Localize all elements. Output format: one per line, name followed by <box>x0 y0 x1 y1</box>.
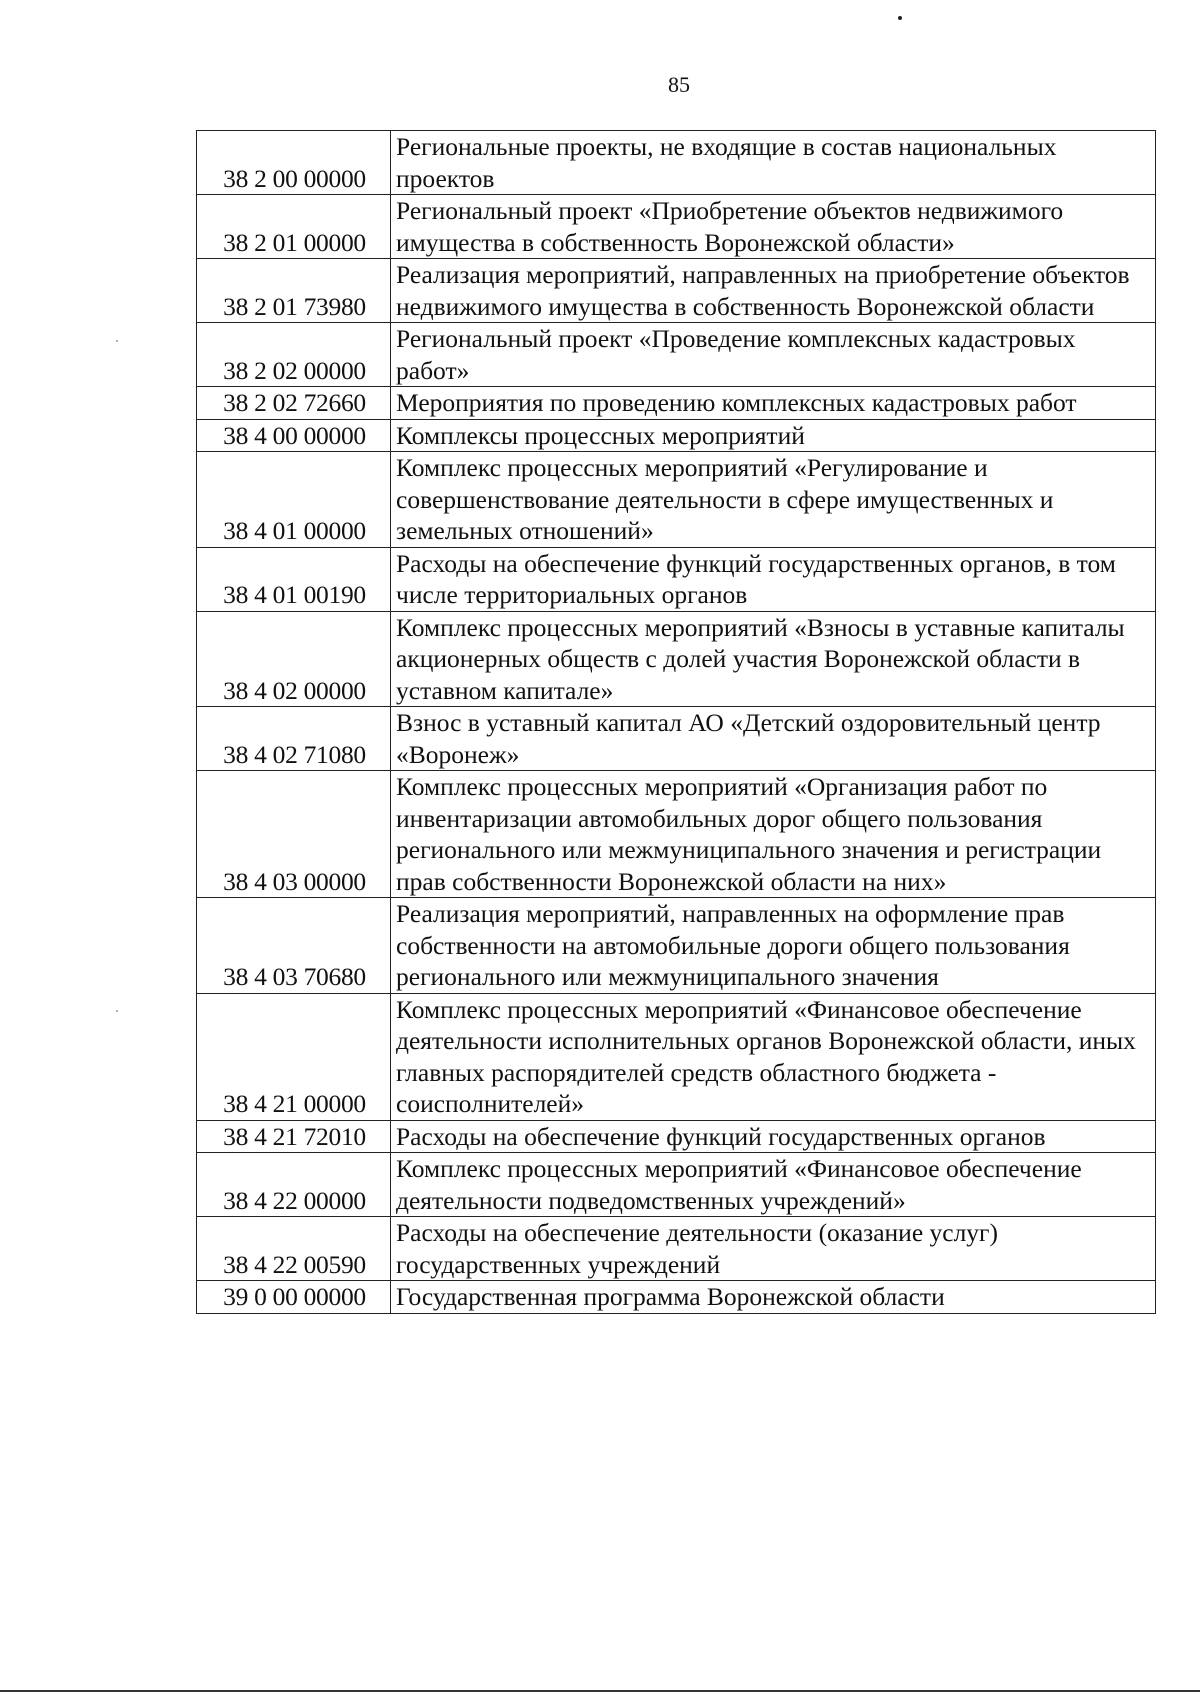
code-cell: 38 4 02 00000 <box>197 611 391 707</box>
code-cell: 38 4 02 71080 <box>197 707 391 771</box>
description-cell: Региональный проект «Приобретение объектов недвижимого имущества в собственность Воронежской области» <box>391 195 1156 259</box>
description-cell: Расходы на обеспечение функций государственных органов, в том числе территориальных органов <box>391 547 1156 611</box>
code-cell: 38 2 01 00000 <box>197 195 391 259</box>
description-cell: Региональный проект «Проведение комплексных кадастровых работ» <box>391 323 1156 387</box>
table-row <box>197 323 1156 387</box>
table-row <box>197 771 1156 898</box>
description-cell: Комплекс процессных мероприятий «Финансовое обеспечение деятельности подведомственных учреждений» <box>391 1153 1156 1217</box>
description-cell: Комплексы процессных мероприятий <box>391 419 1156 452</box>
table-row <box>197 1217 1156 1281</box>
code-cell: 38 2 00 00000 <box>197 131 391 195</box>
budget-classification-table <box>196 130 1156 1314</box>
code-cell: 38 4 01 00000 <box>197 452 391 548</box>
code-cell: 38 4 22 00590 <box>197 1217 391 1281</box>
code-cell: 38 4 00 00000 <box>197 419 391 452</box>
description-cell: Мероприятия по проведению комплексных кадастровых работ <box>391 387 1156 420</box>
description-cell: Комплекс процессных мероприятий «Финансовое обеспечение деятельности исполнительных органов Воронежской области, иных главных распорядителей средств областного бюджета - соисполнителей» <box>391 993 1156 1120</box>
code-cell: 38 2 02 72660 <box>197 387 391 420</box>
table-row <box>197 131 1156 195</box>
description-cell: Комплекс процессных мероприятий «Взносы в уставные капиталы акционерных обществ с долей участия Воронежской области в уставном капитале» <box>391 611 1156 707</box>
description-cell: Реализация мероприятий, направленных на оформление прав собственности на автомобильные дороги общего пользования регионального или межмуниципального значения <box>391 898 1156 994</box>
table-row <box>197 1153 1156 1217</box>
description-cell: Взнос в уставный капитал АО «Детский оздоровительный центр «Воронеж» <box>391 707 1156 771</box>
scan-speck <box>116 1010 118 1012</box>
description-cell: Комплекс процессных мероприятий «Организация работ по инвентаризации автомобильных дорог общего пользования регионального или межмуниципального значения и регистрации прав собственности Воронежской области на них» <box>391 771 1156 898</box>
page-bottom-edge <box>0 1690 1200 1692</box>
table-row <box>197 387 1156 420</box>
table-row <box>197 993 1156 1120</box>
code-cell: 38 4 03 70680 <box>197 898 391 994</box>
table-row <box>197 707 1156 771</box>
table-row <box>197 195 1156 259</box>
description-cell: Региональные проекты, не входящие в состав национальных проектов <box>391 131 1156 195</box>
code-cell: 38 4 01 00190 <box>197 547 391 611</box>
table-row <box>197 419 1156 452</box>
code-cell: 38 2 01 73980 <box>197 259 391 323</box>
code-cell: 38 4 21 72010 <box>197 1120 391 1153</box>
code-cell: 38 2 02 00000 <box>197 323 391 387</box>
description-cell: Расходы на обеспечение деятельности (оказание услуг) государственных учреждений <box>391 1217 1156 1281</box>
table-row <box>197 898 1156 994</box>
scan-speck <box>898 16 902 20</box>
description-cell: Расходы на обеспечение функций государственных органов <box>391 1120 1156 1153</box>
description-cell: Государственная программа Воронежской области <box>391 1281 1156 1314</box>
scan-speck <box>116 340 118 342</box>
page-number: 85 <box>668 72 690 97</box>
table-row <box>197 452 1156 548</box>
description-cell: Реализация мероприятий, направленных на приобретение объектов недвижимого имущества в собственность Воронежской области <box>391 259 1156 323</box>
code-cell: 39 0 00 00000 <box>197 1281 391 1314</box>
code-cell: 38 4 21 00000 <box>197 993 391 1120</box>
description-cell: Комплекс процессных мероприятий «Регулирование и совершенствование деятельности в сфере имущественных и земельных отношений» <box>391 452 1156 548</box>
table-row <box>197 259 1156 323</box>
table-row <box>197 611 1156 707</box>
table-row <box>197 547 1156 611</box>
code-cell: 38 4 03 00000 <box>197 771 391 898</box>
table-row <box>197 1281 1156 1314</box>
table-row <box>197 1120 1156 1153</box>
code-cell: 38 4 22 00000 <box>197 1153 391 1217</box>
